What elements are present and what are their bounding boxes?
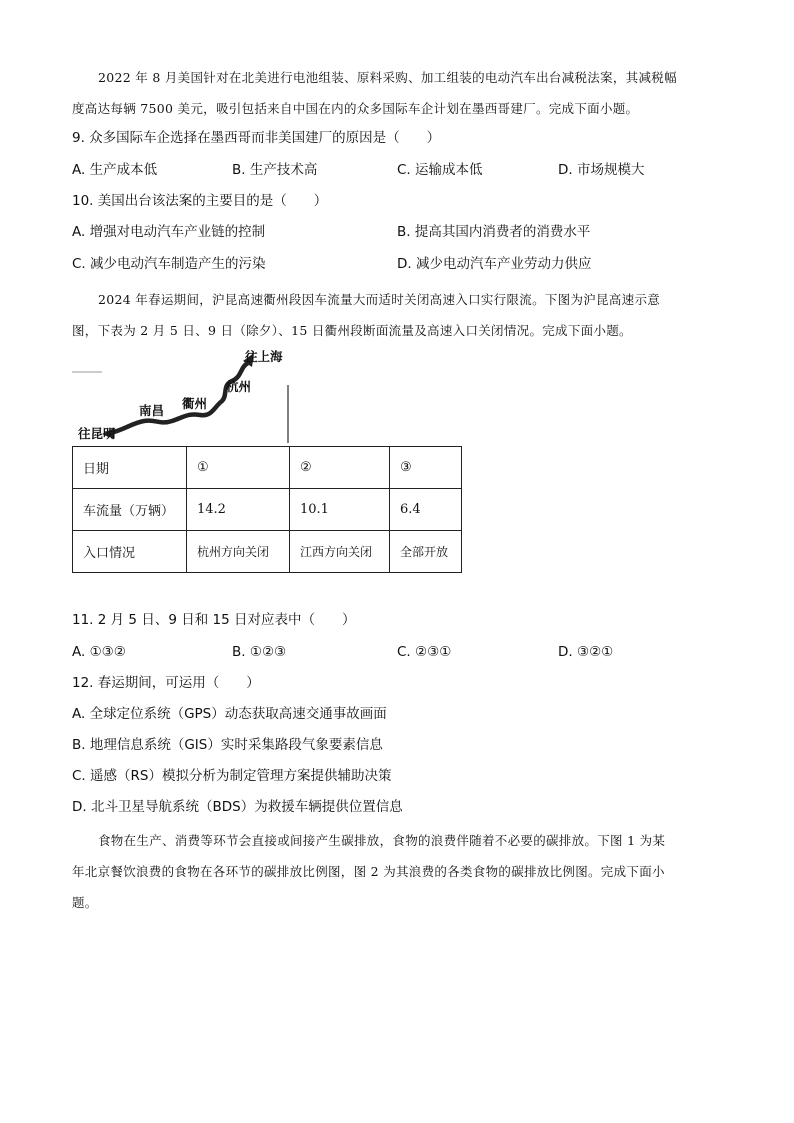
highway-route-line xyxy=(110,363,248,433)
map-label-quzhou: 衢州 xyxy=(182,396,208,411)
table-header-row xyxy=(73,447,462,489)
table-cell: 6.4 xyxy=(390,489,462,531)
question-12-option-a[interactable]: A. 全球定位系统（GPS）动态获取高速交通事故画面 xyxy=(72,706,387,722)
intro-1-line-2: 度高达每辆 7500 美元，吸引包括来自中国在内的众多国际车企计划在墨西哥建厂。完成下面小题。 xyxy=(72,101,639,116)
table-header-cell: ① xyxy=(187,447,290,489)
question-10-option-c[interactable]: C. 减少电动汽车制造产生的污染 xyxy=(72,256,266,272)
question-9-option-d[interactable]: D. 市场规模大 xyxy=(558,162,645,178)
table-cell: 车流量（万辆） xyxy=(73,489,187,531)
table-cell: 入口情况 xyxy=(73,531,187,573)
map-label-shanghai: 往上海 xyxy=(245,349,283,364)
question-11-option-b[interactable]: B. ①②③ xyxy=(232,644,287,660)
table-cell: 杭州方向关闭 xyxy=(187,531,290,573)
table-row xyxy=(73,489,462,531)
question-9-option-a[interactable]: A. 生产成本低 xyxy=(72,162,158,178)
question-12-option-b[interactable]: B. 地理信息系统（GIS）实时采集路段气象要素信息 xyxy=(72,737,383,753)
question-11-option-d[interactable]: D. ③②① xyxy=(558,644,614,660)
intro-2-line-2: 图，下表为 2 月 5 日、9 日（除夕）、15 日衢州段断面流量及高速入口关闭情况。完成下面小题。 xyxy=(72,323,632,338)
intro-2-line-1: 2024 年春运期间，沪昆高速衢州段因车流量大而适时关闭高速入口实行限流。下图为沪昆高速示意 xyxy=(98,292,661,307)
map-label-nanchang: 南昌 xyxy=(139,403,165,418)
table-row xyxy=(73,531,462,573)
question-9-option-c[interactable]: C. 运输成本低 xyxy=(397,162,483,178)
table-header-cell: ③ xyxy=(390,447,462,489)
traffic-table xyxy=(72,446,462,573)
map-label-hangzhou: 杭州 xyxy=(226,379,252,394)
question-10-stem: 10. 美国出台该法案的主要目的是（ ） xyxy=(72,193,328,209)
table-header-cell: 日期 xyxy=(73,447,187,489)
highway-map xyxy=(72,345,292,445)
question-12-stem: 12. 春运期间，可运用（ ） xyxy=(72,675,260,691)
table-cell: 10.1 xyxy=(290,489,390,531)
question-11-option-c[interactable]: C. ②③① xyxy=(397,644,452,660)
question-11-stem: 11. 2 月 5 日、9 日和 15 日对应表中（ ） xyxy=(72,612,356,628)
table-cell: 14.2 xyxy=(187,489,290,531)
question-10-option-b[interactable]: B. 提高其国内消费者的消费水平 xyxy=(397,224,591,240)
question-9-stem: 9. 众多国际车企选择在墨西哥而非美国建厂的原因是（ ） xyxy=(72,130,441,146)
table-cell: 江西方向关闭 xyxy=(290,531,390,573)
table-cell: 全部开放 xyxy=(390,531,462,573)
question-11-option-a[interactable]: A. ①③② xyxy=(72,644,126,660)
intro-3-line-1: 食物在生产、消费等环节会直接或间接产生碳排放，食物的浪费伴随着不必要的碳排放。下图 1 为某 xyxy=(98,833,666,848)
intro-3-line-3: 题。 xyxy=(72,895,98,910)
map-label-kunming: 往昆明 xyxy=(78,426,116,441)
question-12-option-d[interactable]: D. 北斗卫星导航系统（BDS）为救援车辆提供位置信息 xyxy=(72,799,403,815)
question-12-option-c[interactable]: C. 遥感（RS）模拟分析为制定管理方案提供辅助决策 xyxy=(72,768,392,784)
intro-3-line-2: 年北京餐饮浪费的食物在各环节的碳排放比例图，图 2 为其浪费的各类食物的碳排放比例图。完成下面小 xyxy=(72,864,665,879)
intro-1-line-1: 2022 年 8 月美国针对在北美进行电池组装、原料采购、加工组装的电动汽车出台减税法案，其减税幅 xyxy=(98,70,677,85)
question-10-option-d[interactable]: D. 减少电动汽车产业劳动力供应 xyxy=(397,256,592,272)
table-header-cell: ② xyxy=(290,447,390,489)
question-10-option-a[interactable]: A. 增强对电动汽车产业链的控制 xyxy=(72,224,266,240)
question-9-option-b[interactable]: B. 生产技术高 xyxy=(232,162,318,178)
